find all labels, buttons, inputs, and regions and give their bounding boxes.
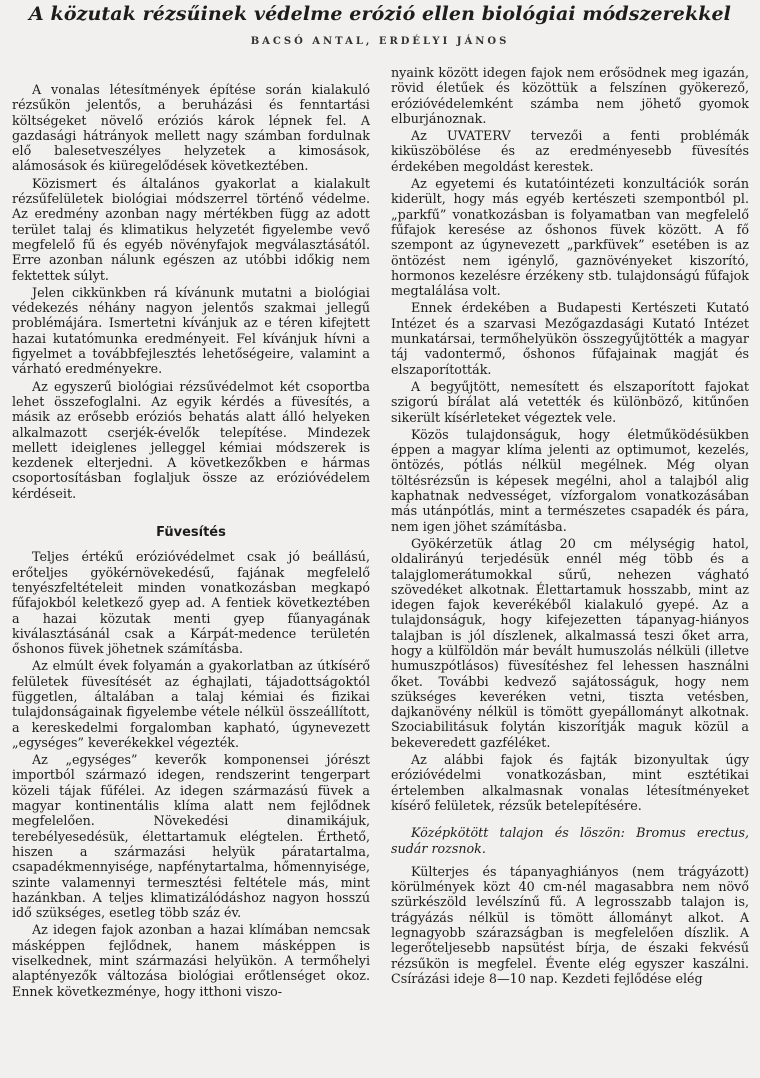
left-column [12,82,370,1001]
paragraph: Külterjes és tápanyaghiányos (nem trágyázott) körülmények közt 40 cm-nél magasabbra nem növő szürkészöld levélszínű fű. A legrosszabb talajon is, trágyázás nélkül is tömött állományt alkot. A legnagyobb szárazságban is megfelelően díszlik. A legerőteljesebb napsütést bírja, de északi fekvésű rézsűkön is megfelel. Évente elég egyszer kaszálni. Csírázási ideje 8—10 nap. Kezdeti fejlődése elég [391,863,749,986]
paragraph: Az UVATERV tervezői a fenti problémák kiküszöbölése és az eredményesebb füvesítés érdekében megoldást kerestek. [391,128,749,174]
paragraph: Gyökérzetük átlag 20 cm mélységig hatol, oldalirányú terjedésük ennél még több és a talajglomerátumokkal sűrű, nehezen vágható szövedéket alkotnak. Élettartamuk hosszabb, mint az idegen fajok keverékéből kialakuló gyepé. Az a tulajdonságuk, hogy kifejezetten tápanyag-hiányos talajban is jól díszlenek, alkalmassá teszi őket arra, hogy a külföldön már bevált humuszolás nélküli (illetve humuszpótlásos) füvesítéshez fel lehessen használni őket. További kedvező sajátosságuk, hogy nem szükséges keveréken vetni, tiszta vetésben, dajkanövény nélkül is tömött gyepállományt alkotnak. Szociabilitásuk folytán kiszorítják maguk közül a bekeveredett gazféléket. [391,535,749,750]
paragraph: Az „egységes” keverők komponensei jórészt importból származó idegen, rendszerint tengerpart közeli tájak fűfélei. Az idegen származású füvek a magyar kontinentális klíma alatt nem fejlődnek megfelelően. Növekedési dinamikájuk, terebélyesedésük, élettartamuk elégtelen. Érthető, hiszen a származási helyük páratartalma, csapadékmennyisége, napfénytartalma, hőmennyisége, szinte valamennyi termesztési feltétele más, mint hazánkban. A teljes klimatizálódáshoz nagyon hosszú idő szükséges, esetleg több száz év. [12,752,370,921]
paragraph: A vonalas létesítmények építése során kialakuló rézsűkön jelentős, a beruházási és fenntartási költségeket növelő eróziós károk lépnek fel. A gazdasági hátrányok mellett nagy számban fordulnak elő balesetveszélyes helyzetek a kimosások, alámosások és kiüregelődések következtében. [12,82,370,174]
paragraph: Az egyszerű biológiai rézsűvédelmot két csoportba lehet összefoglalni. Az egyik kérdés a füvesítés, a másik az erősebb eróziós behatás alatt álló helyeken alkalmazott cserjék-évelők telepítése. Mindezek mellett ideiglenes jelleggel kémiai módszerek is kezdenek elterjedni. A következőkben e hármas csoportosításban foglaljuk össze az erózióvédelem kérdéseit. [12,378,370,501]
paragraph: Jelen cikkünkben rá kívánunk mutatni a biológiai védekezés néhány nagyon jelentős szakmai jellegű problémájára. Ismertetni kívánjuk az e téren kifejtett hazai kutatómunka eredményeit. Fel kívánjuk hívni a figyelmet a továbbfejlesztés lehetőségeire, valamint a várható eredményekre. [12,284,370,377]
article-title: A közutak rézsűinek védelme erózió ellen biológiai módszerekkel [29,3,731,25]
paragraph: Teljes értékű erózióvédelmet csak jó beállású, erőteljes gyökérnövekedésű, fajának megfelelő tenyészfeltételeit minden vonatkozásban megkapó fűfajokból keletkező gyep ad. A fentiek következtében a hazai közutak menti gyep fűanyagának kiválasztásánál csak a Kárpát-medence területén őshonos füvek jöhetnek számításba. [12,549,370,657]
species-subheading: Középkötött talajon és löszön: Bromus erectus, sudár rozsnok. [391,825,749,856]
paragraph: Az elmúlt évek folyamán a gyakorlatban az útkísérő felületek füvesítését az éghajlati, tájadottságoktól független, általában a talaj kémiai és fizikai tulajdonságainak figyelembe vétele nélkül összeállított, a kereskedelmi forgalomban kapható, úgynevezett „egységes” keverékekkel végezték. [12,658,370,750]
section-heading: Füvesítés [156,525,226,541]
paragraph: Ennek érdekében a Budapesti Kertészeti Kutató Intézet és a szarvasi Mezőgazdasági Kutató Intézet munkatársai, termőhelyükön összegyűjtötték a magyar táj vadontermő, őshonos fűfajainak magját és elszaporították. [391,300,749,377]
paragraph: Közismert és általános gyakorlat a kialakult rézsűfelületek biológiai módszerrel történő védelme. Az eredmény azonban nagy mértékben függ az adott terület talaj és klimatikus helyzetét figyelembe vevő megfelelő fű és egyéb növényfajok megválasztásától. Erre azonban nálunk egészen az utóbbi időkig nem fektettek súlyt. [12,175,370,283]
paragraph: Az egyetemi és kutatóintézeti konzultációk során kiderült, hogy más egyéb kertészeti szempontból pl. „parkfű” vonatkozásban is folyamatban van megfelelő fűfajok keresése az őshonos füvek között. A fő szempont az úgynevezett „parkfüvek” esetében is az öntözést nem igénylő, gaznövényeket kiszorító, hormonos kezelésre érzékeny stb. tulajdonságú fűfajok megtalálása volt. [391,176,749,299]
paragraph-continuation: nyaink között idegen fajok nem erősödnek meg igazán, rövid életűek és közöttük a felszínen gyökerező, erózióvédelemként számba nem jöhető gyomok elburjánoznak. [391,65,749,126]
paragraph: A begyűjtött, nemesített és elszaporított fajokat szigorú bírálat alá vetették és különböző, kitűnően sikerült kísérleteket végeztek vele. [391,378,749,425]
article-authors: BACSÓ ANTAL, ERDÉLYI JÁNOS [250,36,510,47]
paragraph: Az alábbi fajok és fajták bizonyultak úgy erózióvédelmi vonatkozásban, mint esztétikai értelemben alkalmasnak vonalas létesítményeket kísérő felületek, rézsűk betelepítésére. [391,752,749,813]
paragraph: Az idegen fajok azonban a hazai klímában nemcsak másképpen fejlődnek, hanem másképpen is viselkednek, mint származási helyükön. A termőhelyi alaptényezők változása biológiai erőtlenséget okoz. Ennek következménye, hogy itthoni viszo- [12,922,370,999]
paragraph: Közös tulajdonságuk, hogy életműködésükben éppen a magyar klíma jelenti az optimumot, kezelés, öntözés, pótlás nélkül megélnek. Még olyan töltésrézsűn is képesek megélni, ahol a talajból alig kaphatnak nedvességet, vízforgalom vonatkozásában más utánpótlás, mint a természetes csapadék és pára, nem igen jöhet számításba. [391,426,749,534]
right-column [391,65,749,988]
